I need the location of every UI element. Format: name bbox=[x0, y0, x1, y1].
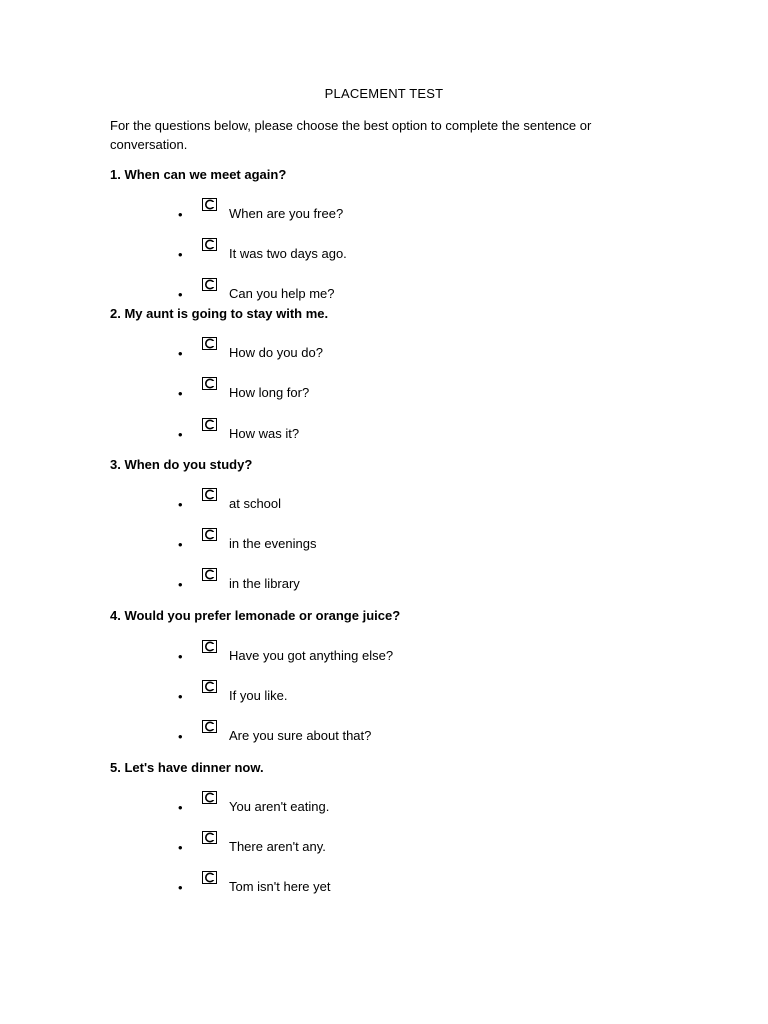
option-label: Can you help me? bbox=[229, 286, 335, 301]
option-label: How was it? bbox=[229, 426, 300, 441]
question-1-option-2[interactable] bbox=[0, 247, 768, 267]
radio-button-icon[interactable] bbox=[202, 528, 217, 541]
radio-button-icon[interactable] bbox=[202, 568, 217, 581]
bullet-icon: • bbox=[178, 577, 183, 592]
question-2: 2. My aunt is going to stay with me. bbox=[110, 306, 329, 321]
radio-button-icon[interactable] bbox=[202, 337, 217, 350]
radio-button-icon[interactable] bbox=[202, 871, 217, 884]
option-label: Have you got anything else? bbox=[229, 648, 394, 663]
question-4-option-3[interactable] bbox=[0, 729, 768, 749]
question-2-option-1[interactable] bbox=[0, 346, 768, 366]
question-4-option-2[interactable] bbox=[0, 689, 768, 709]
option-label: You aren't eating. bbox=[229, 799, 330, 814]
question-2-option-2[interactable] bbox=[0, 386, 768, 406]
question-3-option-2[interactable] bbox=[0, 537, 768, 557]
option-label: in the evenings bbox=[229, 536, 317, 551]
bullet-icon: • bbox=[178, 497, 183, 512]
bullet-icon: • bbox=[178, 247, 183, 262]
option-label: Are you sure about that? bbox=[229, 728, 372, 743]
bullet-icon: • bbox=[178, 840, 183, 855]
radio-button-icon[interactable] bbox=[202, 418, 217, 431]
page-title: PLACEMENT TEST bbox=[324, 86, 444, 101]
bullet-icon: • bbox=[178, 729, 183, 744]
question-2-option-3[interactable] bbox=[0, 427, 768, 447]
option-label: in the library bbox=[229, 576, 300, 591]
option-label: How long for? bbox=[229, 385, 310, 400]
question-5: 5. Let's have dinner now. bbox=[110, 760, 264, 775]
bullet-icon: • bbox=[178, 427, 183, 442]
question-5-option-1[interactable] bbox=[0, 800, 768, 820]
bullet-icon: • bbox=[178, 649, 183, 664]
radio-button-icon[interactable] bbox=[202, 720, 217, 733]
question-3-option-3[interactable] bbox=[0, 577, 768, 597]
option-label: at school bbox=[229, 496, 282, 511]
bullet-icon: • bbox=[178, 880, 183, 895]
bullet-icon: • bbox=[178, 689, 183, 704]
question-4: 4. Would you prefer lemonade or orange juice? bbox=[110, 608, 401, 623]
radio-button-icon[interactable] bbox=[202, 488, 217, 501]
option-label: When are you free? bbox=[229, 206, 344, 221]
question-3: 3. When do you study? bbox=[110, 457, 253, 472]
question-1-option-3[interactable] bbox=[0, 287, 768, 307]
radio-button-icon[interactable] bbox=[202, 640, 217, 653]
bullet-icon: • bbox=[178, 800, 183, 815]
bullet-icon: • bbox=[178, 287, 183, 302]
bullet-icon: • bbox=[178, 207, 183, 222]
question-1: 1. When can we meet again? bbox=[110, 167, 287, 182]
radio-button-icon[interactable] bbox=[202, 680, 217, 693]
bullet-icon: • bbox=[178, 537, 183, 552]
radio-button-icon[interactable] bbox=[202, 791, 217, 804]
question-5-option-2[interactable] bbox=[0, 840, 768, 860]
radio-button-icon[interactable] bbox=[202, 278, 217, 291]
radio-button-icon[interactable] bbox=[202, 831, 217, 844]
option-label: It was two days ago. bbox=[229, 246, 347, 261]
option-label: How do you do? bbox=[229, 345, 323, 360]
option-label: Tom isn't here yet bbox=[229, 879, 331, 894]
option-label: There aren't any. bbox=[229, 839, 326, 854]
radio-button-icon[interactable] bbox=[202, 198, 217, 211]
question-1-option-1[interactable] bbox=[0, 207, 768, 227]
radio-button-icon[interactable] bbox=[202, 238, 217, 251]
radio-button-icon[interactable] bbox=[202, 377, 217, 390]
bullet-icon: • bbox=[178, 346, 183, 361]
question-3-option-1[interactable] bbox=[0, 497, 768, 517]
option-label: If you like. bbox=[229, 688, 288, 703]
bullet-icon: • bbox=[178, 386, 183, 401]
question-4-option-1[interactable] bbox=[0, 649, 768, 669]
question-5-option-3[interactable] bbox=[0, 880, 768, 900]
intro-text: For the questions below, please choose the best option to complete the sentence or conversation. bbox=[110, 118, 592, 152]
